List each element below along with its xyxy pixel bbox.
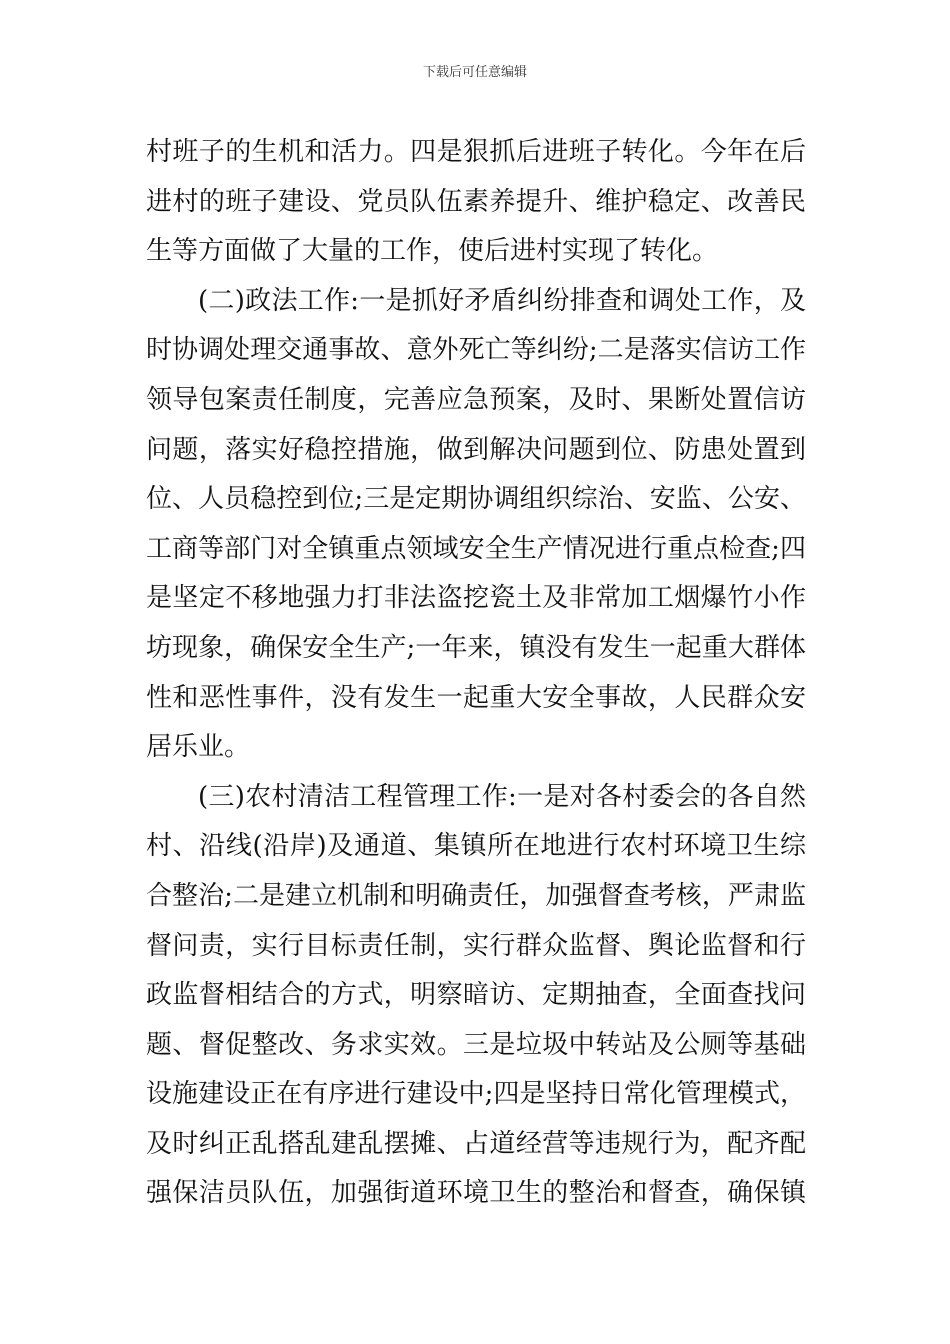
text-line: 工商等部门对全镇重点领域安全生产情况进行重点检查;四 xyxy=(146,533,806,564)
text-line: 题、督促整改、务求实效。三是垃圾中转站及公厕等基础 xyxy=(146,1029,806,1060)
text-line: 位、人员稳控到位;三是定期协调组织综治、安监、公安、 xyxy=(146,484,806,515)
text-line: 督问责，实行目标责任制，实行群众监督、舆论监督和行 xyxy=(146,930,806,961)
text-line: 进村的班子建设、党员队伍素养提升、维护稳定、改善民 xyxy=(146,186,806,217)
text-line: 性和恶性事件，没有发生一起重大安全事故，人民群众安 xyxy=(146,682,806,713)
text-line: 设施建设正在有序进行建设中;四是坚持日常化管理模式， xyxy=(146,1079,806,1110)
page-header: 下载后可任意编辑 xyxy=(422,65,527,80)
text-line: 政监督相结合的方式，明察暗访、定期抽查，全面查找问 xyxy=(146,980,806,1011)
section-heading-line: (三)农村清洁工程管理工作:一是对各村委会的各自然 xyxy=(198,781,806,812)
text-line: 及时纠正乱搭乱建乱摆摊、占道经营等违规行为，配齐配 xyxy=(146,1128,806,1159)
text-line: 村班子的生机和活力。四是狠抓后进班子转化。今年在后 xyxy=(146,137,806,167)
text-line: 领导包案责任制度，完善应急预案，及时、果断处置信访 xyxy=(146,384,806,415)
text-line: 时协调处理交通事故、意外死亡等纠纷;二是落实信访工作 xyxy=(146,335,806,366)
text-line: 村、沿线(沿岸)及通道、集镇所在地进行农村环境卫生综 xyxy=(146,831,806,862)
text-line: 是坚定不移地强力打非法盗挖瓷土及非常加工烟爆竹小作 xyxy=(146,583,806,614)
text-line: 生等方面做了大量的工作，使后进村实现了转化。 xyxy=(146,236,719,267)
document-body xyxy=(146,128,806,1219)
text-line: 坊现象，确保安全生产;一年来，镇没有发生一起重大群体 xyxy=(146,632,806,663)
text-line: 强保洁员队伍，加强街道环境卫生的整治和督查，确保镇 xyxy=(146,1178,806,1209)
text-line: 居乐业。 xyxy=(146,732,251,763)
section-heading-line: (二)政法工作:一是抓好矛盾纠纷排查和调处工作，及 xyxy=(198,285,806,316)
text-line: 合整治;二是建立机制和明确责任，加强督查考核，严肃监 xyxy=(146,880,806,911)
text-line: 问题，落实好稳控措施，做到解决问题到位、防患处置到 xyxy=(146,434,806,465)
